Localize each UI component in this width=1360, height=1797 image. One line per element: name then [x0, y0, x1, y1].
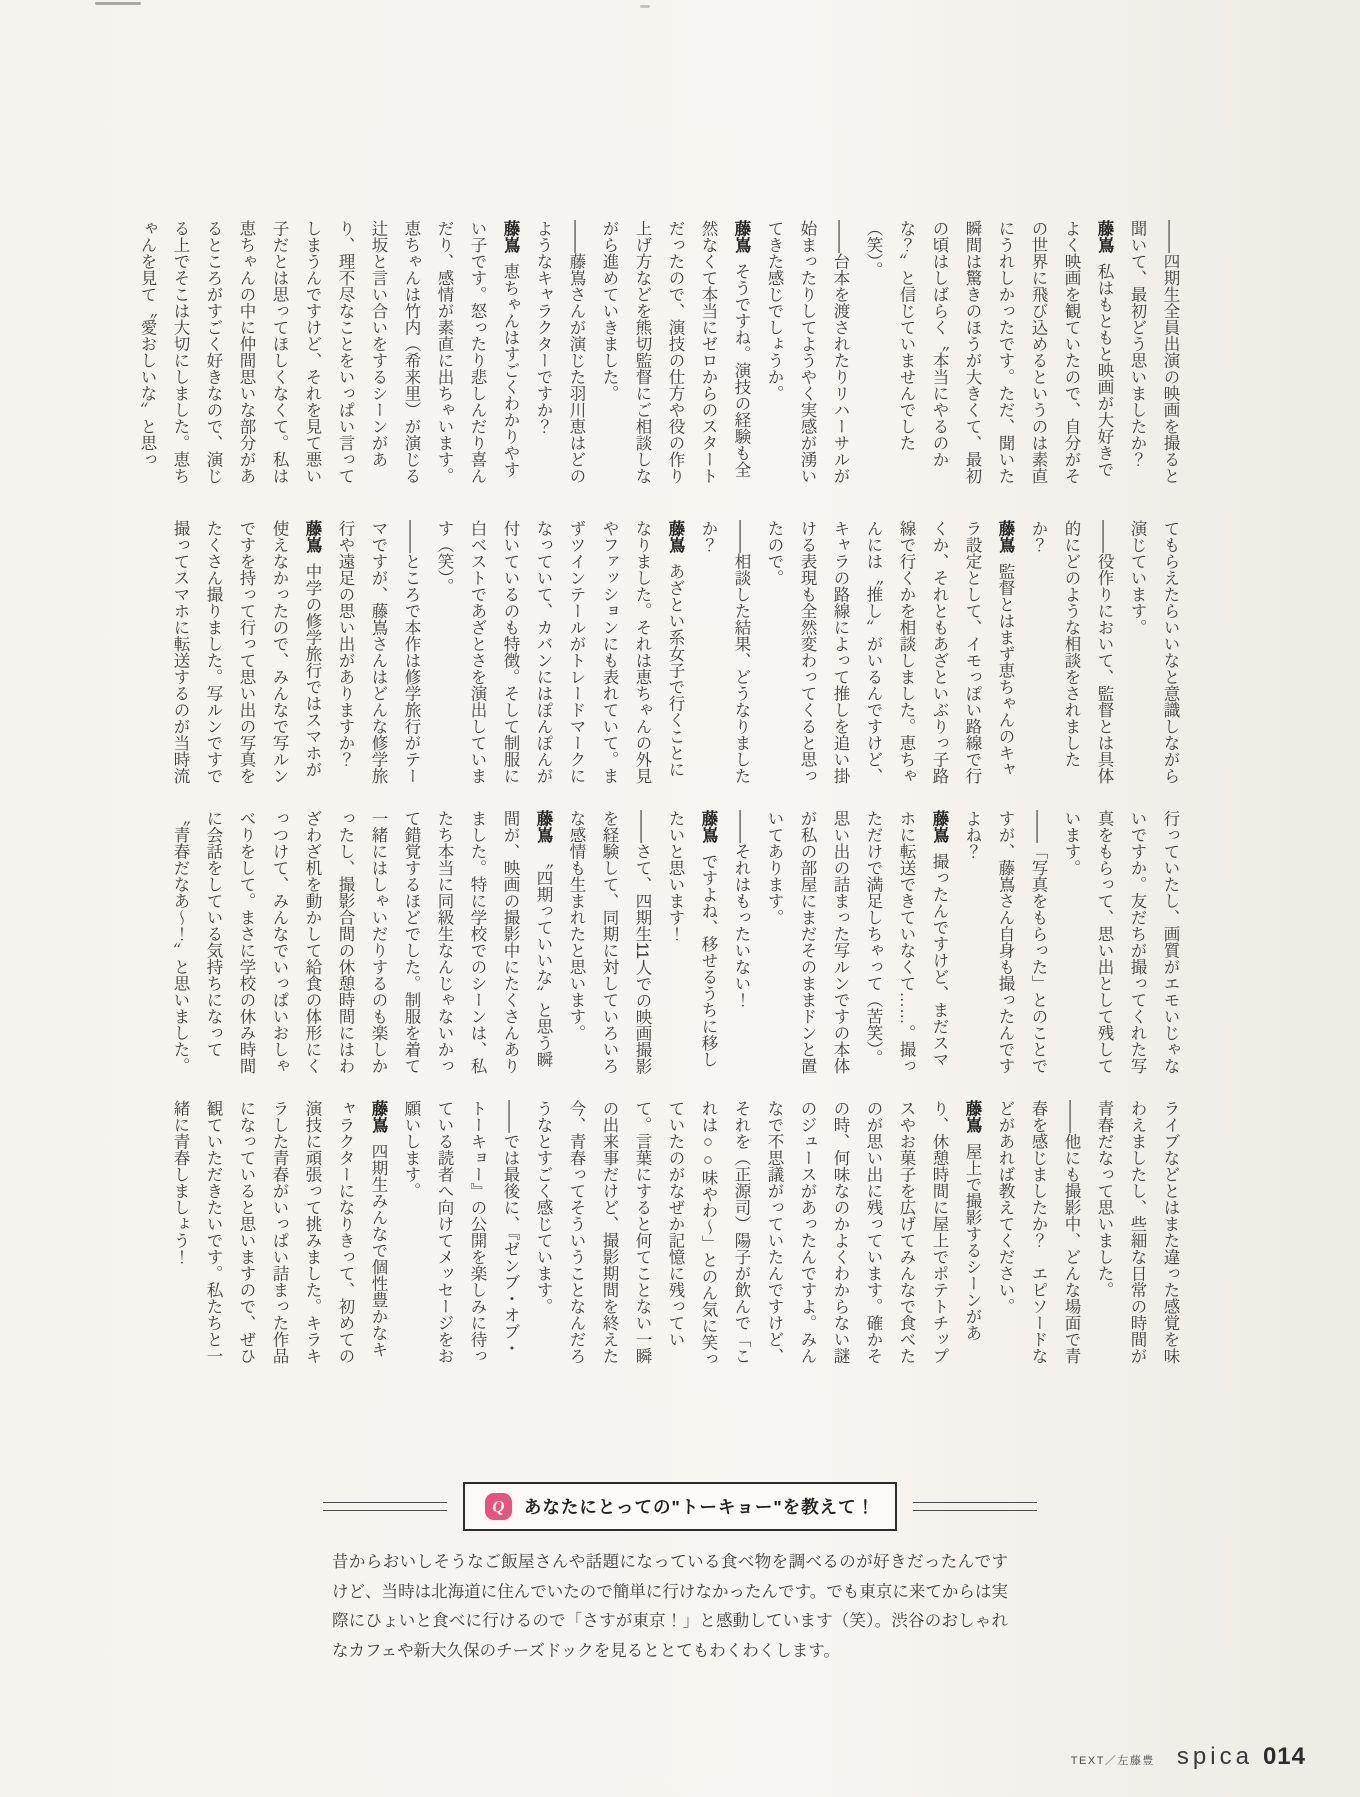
question-text: ——ところで本作は修学旅行がテーマですが、藤嶌さんはどんな修学旅行や遠足の思い出がありますか？: [336, 520, 420, 784]
speaker-name: 藤嶌: [534, 810, 552, 843]
question-text: ——それはもったいない！: [732, 810, 750, 1008]
question-text: ——四期生全員出演の映画を撮ると聞いて、最初どう思いましたか？: [1128, 220, 1179, 484]
speaker-name: 藤嶌: [501, 220, 519, 253]
interview-question: [724, 810, 757, 1080]
tokyo-question-box: [463, 1482, 897, 1531]
speaker-name: 藤嶌: [930, 810, 948, 843]
speaker-name: 藤嶌: [1095, 220, 1113, 253]
interview-answer: [592, 220, 757, 490]
interview-answer: [163, 520, 328, 790]
question-text: ——「写真をもらった」とのことですが、藤嶌さん自身も撮ったんですよね？: [963, 810, 1047, 1074]
interview-question: [691, 520, 757, 790]
answer-text: 中学の修学旅行ではスマホが使えなかったので、みんなで写ルンですを持って行って思い出の写真をたくさん撮りました。写ルンですで撮ってスマホに転送するのが当時流: [171, 520, 321, 784]
page-footer: [1071, 1743, 1306, 1771]
tokyo-answer-paragraph: 昔からおいしそうなご飯屋さんや話題になっている食べ物を調べるのが好きだったんですけど、当時は北海道に住んでいたので簡単に行けなかったんです。でも東京に来てからは実際にひょいと食べに行けるので「さすが東京！」と感動しています（笑）。渋谷のおしゃれなカフェや新大久保のチーズドックを見るととてもわくわくします。: [332, 1553, 1008, 1660]
speaker-name: 藤嶌: [732, 220, 750, 253]
answer-text: 監督とはまず恵ちゃんのキャラ設定として、イモっぽい路線で行くか、それともあざといぶりっ子路線で行くかを相談しました。恵ちゃんには〝推し〟がいるんですけど、キャラの路線によって推しを追い掛ける表現も全然変わってくると思ったので。: [765, 520, 1014, 784]
interview-continuation: [1054, 810, 1186, 1080]
answer-text: あざとい系女子で行くことになりました。それは恵ちゃんの外見やファッションにも表れていて。まずツインテールがトレードマークになっていて、カバンにはぽんぽんが付いているのも特徴。そして制服に白ベストであざとさを演出しています（笑）。: [435, 520, 684, 784]
interview-answer: [856, 220, 1120, 490]
interview-question: [757, 220, 856, 490]
speaker-name: 藤嶌: [666, 520, 684, 553]
interview-answer: [130, 220, 526, 490]
answer-text: てもらえたらいいなと意識しながら演じています。: [1128, 520, 1179, 784]
interview-question: [328, 520, 427, 790]
interview-question: [988, 1100, 1087, 1370]
answer-text: そうですね。演技の経験も全然なくて本当にゼロからのスタートだったので、演技の仕方や役の作り上げ方などを熊切監督にご相談しながら進めていきました。: [600, 220, 750, 484]
interview-answer: [658, 810, 724, 1080]
answer-text: 恵ちゃんはすごくわかりやすい子です。怒ったり悲しんだり喜んだり、感情が素直に出ちゃいます。恵ちゃんは竹内（希来里）が演じる辻坂と言い合いをするシーンがあり、理不尽なことをいっぱい言ってしまうんですけど、それを見て悪い子だとは思ってほしくなくて。私は恵ちゃんの中に仲間思いな部分があるところがすごく好きなので、演じる上でそこは大切にしました。恵ちゃんを見て〝愛おしいな〟と思っ: [138, 220, 519, 484]
magazine-name: spica: [1176, 1743, 1253, 1770]
interview-answer: [427, 520, 691, 790]
text-credit: TEXT／左藤豊: [1070, 1755, 1155, 1767]
speaker-name: 藤嶌: [963, 1100, 981, 1133]
interview-answer: [163, 1100, 394, 1370]
speaker-name: 藤嶌: [369, 1100, 387, 1133]
interview-answer: [757, 520, 1021, 790]
interview-band-1: [108, 220, 1186, 490]
question-text: ——役作りにおいて、監督とは具体的にどのような相談をされましたか？: [1029, 520, 1113, 784]
interview-question: [394, 1100, 526, 1370]
page-number: 014: [1262, 1743, 1306, 1770]
scan-artifact: [95, 2, 141, 5]
question-text: ——台本を渡されたりリハーサルが始まったりしてようやく実感が湧いてきた感じでしょうか。: [765, 220, 849, 484]
answer-text: 屋上で撮影するシーンがあり、休憩時間に屋上でポテトチップスやお菓子を広げてみんなで食べたのが思い出に残っています。確かその時、何味なのかよくわからない謎のジュースがあったんですよ。みんなで不思議がっていたんですけど、それを（正源司）陽子が飲んで「これは○○味やわ〜」とのん気に笑っていたのがなぜか記憶に残っていて。言葉にすると何てことない一瞬の出来事だけど、撮影期間を終えた今、青春ってそういうことなんだろうなとすごく感じています。: [534, 1100, 981, 1367]
answer-text: ライブなどとはまた違った感覚を味わえましたし、些細な日常の時間が青春だなって思いました。: [1095, 1100, 1179, 1364]
interview-continuation: [1120, 520, 1186, 790]
magazine-page-number: [1177, 1743, 1306, 1771]
interview-continuation: [1087, 1100, 1186, 1370]
question-text: ——さて、四期生11人での映画撮影を経験して、同期に対していろいろな感情も生まれたと思います。: [567, 810, 651, 1075]
tokyo-question-title: あなたにとっての"トーキョー"を教えて！: [523, 1497, 876, 1517]
question-text: ——相談した結果、どうなりましたか？: [699, 520, 750, 784]
interview-band-3: [108, 810, 1186, 1080]
answer-text: 私はもともと映画が大好きでよく映画を観ていたので、自分がその世界に飛び込めるというのは素直にうれしかったです。ただ、聞いた瞬間は驚きのほうが大きくて、最初の頃はしばらく〝本当にやるのかな？〟と信じていませんでした（笑）。: [864, 220, 1113, 484]
q-badge-icon: Q: [485, 1493, 512, 1520]
double-rule-left: [323, 1502, 447, 1511]
answer-text: 撮ったんですけど、まだスマホに転送できていなくて……。撮っただけで満足しちゃって（苦笑）。思い出の詰まった写ルンですの本体が私の部屋にまだそのままドンと置いてあります。: [765, 810, 948, 1074]
interview-question: [1021, 520, 1120, 790]
double-rule-right: [913, 1502, 1037, 1511]
scan-artifact: [640, 5, 650, 8]
speaker-name: 藤嶌: [303, 520, 321, 553]
answer-text: ですよね、移せるうちに移したいと思います！: [666, 810, 717, 1068]
answer-text: 四期生みんなで個性豊かなキャラクターになりきって、初めての演技に頑張って挑みました。キラキラした青春がいっぱい詰まった作品になっていると思いますので、ぜひ観ていただきたいです。私たちと一緒に青春しましょう！: [171, 1100, 387, 1364]
answer-text: 〝四期っていいな〟と思う瞬間が、映画の撮影中にたくさんありました。特に学校でのシーンは、私たち本当に同級生なんじゃないかって錯覚するほどでした。制服を着て一緒にはしゃいだりするのも楽しかったし、撮影合間の休憩時間にはわざわざ机を動かして給食の体形にくっつけて、みんなでいっぱいおしゃべりをして。まさに学校の休み時間に会話をしている気持ちになって〝青春だなあ〜！〟と思いました。: [171, 810, 552, 1074]
question-text: ——他にも撮影中、どんな場面で青春を感じましたか？ エピソードなどがあれば教えてください。: [996, 1100, 1080, 1364]
interview-answer: [526, 1100, 988, 1370]
interview-band-2: [108, 520, 1186, 790]
speaker-name: 藤嶌: [699, 810, 717, 843]
interview-question: [559, 810, 658, 1080]
interview-band-4: [108, 1100, 1186, 1370]
tokyo-question-banner: [0, 1482, 1360, 1531]
interview-answer: [163, 810, 559, 1080]
question-text: ——では最後に、『ゼンブ・オブ・トーキョー』の公開を楽しみに待っている読者へ向けてメッセージをお願いします。: [402, 1100, 519, 1364]
interview-question: [1120, 220, 1186, 490]
interview-question: [526, 220, 592, 490]
interview-question: [955, 810, 1054, 1080]
interview-answer: [757, 810, 955, 1080]
speaker-name: 藤嶌: [996, 520, 1014, 553]
answer-text: 行っていたし、画質がエモいじゃないですか。友だちが撮ってくれた写真をもらって、思い出として残しています。: [1062, 810, 1179, 1074]
question-text: ——藤嶌さんが演じた羽川恵はどのようなキャラクターですか？: [534, 220, 585, 484]
